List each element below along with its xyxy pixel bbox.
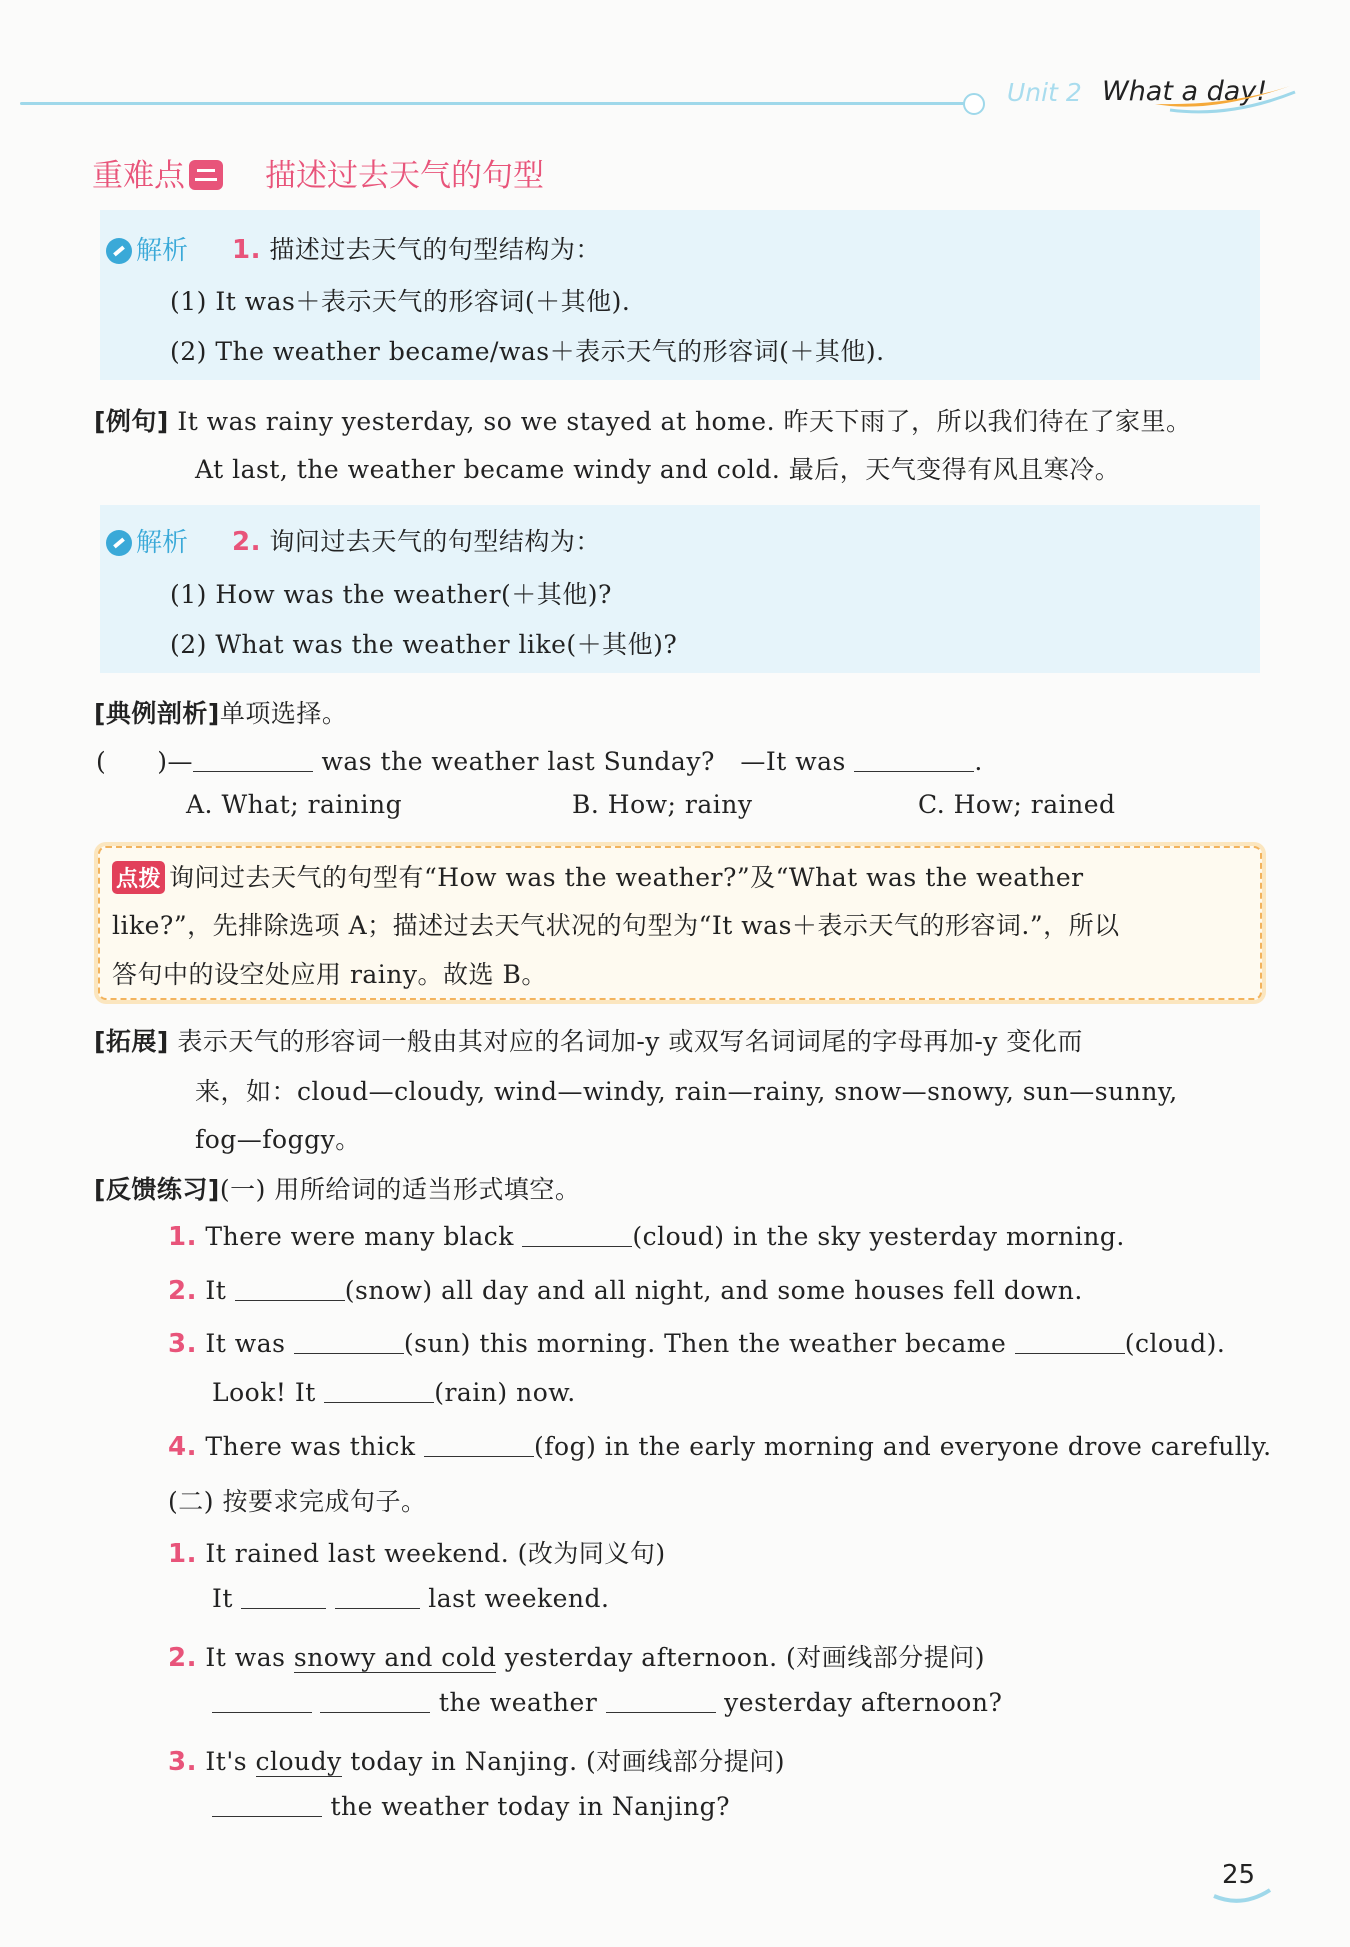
section-label: 重难点: [92, 158, 185, 194]
tip-line: 答句中的设空处应用 rainy。故选 B。: [112, 960, 547, 989]
analysis-line: (2) What was the weather like(＋其他)?: [170, 630, 678, 659]
case-heading: [典例剖析]单项选择。: [94, 699, 348, 728]
extend-line: [拓展] 表示天气的形容词一般由其对应的名词加-y 或双写名词词尾的字母再加-y 变化而: [94, 1027, 1083, 1056]
answer-blank: [324, 1382, 434, 1403]
exercise-item: 3. It was (sun) this morning. Then the weather became (cloud).: [168, 1329, 1226, 1359]
page-number: 25: [1222, 1860, 1256, 1890]
header-rule: [20, 102, 970, 105]
extend-line: 来，如：cloud—cloudy, wind—windy, rain—rainy, snow—snowy, sun—sunny,: [195, 1077, 1178, 1106]
exercise-item: It last weekend.: [212, 1584, 610, 1613]
analysis-icon: [106, 530, 132, 556]
case-option-a: A. What; raining: [186, 790, 403, 819]
tip-line: 点拨 询问过去天气的句型有“How was the weather?”及“What was the weather: [112, 858, 1084, 894]
answer-blank: [294, 1333, 404, 1354]
exercise-item: 3. It's cloudy today in Nanjing. (对画线部分提问): [168, 1747, 785, 1777]
analysis-tag-2: 解析: [106, 522, 188, 559]
case-option-b: B. How; rainy: [572, 790, 753, 819]
exercise-item: Look! It (rain) now.: [212, 1378, 576, 1407]
analysis-line: (2) The weather became/was＋表示天气的形容词(＋其他).: [170, 337, 885, 366]
case-question: ( )— was the weather last Sunday? —It was .: [96, 747, 983, 776]
example-line: [例句] It was rainy yesterday, so we stayed at home. 昨天下雨了，所以我们待在了家里。: [94, 407, 1192, 436]
analysis-icon: [106, 238, 132, 264]
feedback-part2: (二) 按要求完成句子。: [168, 1487, 427, 1516]
answer-blank: [335, 1588, 420, 1609]
answer-blank: [424, 1436, 534, 1457]
exercise-item: 4. There was thick (fog) in the early morning and everyone drove carefully.: [168, 1432, 1272, 1462]
header-title: What a day!: [1102, 76, 1268, 107]
extend-line: fog—foggy。: [195, 1125, 361, 1154]
header-unit: Unit 2: [1007, 78, 1082, 107]
exercise-item: 1. There were many black (cloud) in the sky yesterday morning.: [168, 1222, 1125, 1252]
analysis-heading-2: 2. 询问过去天气的句型结构为：: [232, 527, 601, 557]
answer-blank: [1015, 1333, 1125, 1354]
tip-line: like?”，先排除选项 A；描述过去天气状况的句型为“It was＋表示天气的形容词.”，所以: [112, 911, 1120, 940]
analysis-tag-1: 解析: [106, 230, 188, 267]
tip-badge: 点拨: [112, 861, 165, 894]
answer-blank: [522, 1226, 632, 1247]
answer-blank: [235, 1280, 345, 1301]
answer-blank: [212, 1796, 322, 1817]
analysis-heading-1: 1. 描述过去天气的句型结构为：: [232, 235, 601, 265]
section-title: [92, 150, 544, 195]
answer-blank: [606, 1692, 716, 1713]
answer-blank: [320, 1692, 430, 1713]
exercise-item: the weather today in Nanjing?: [212, 1792, 730, 1821]
header-swoosh-icon: [1150, 84, 1300, 114]
example-line: At last, the weather became windy and cold. 最后，天气变得有风且寒冷。: [195, 455, 1121, 484]
exercise-item: the weather yesterday afternoon?: [212, 1688, 1002, 1717]
exercise-item: 1. It rained last weekend. (改为同义句): [168, 1539, 666, 1569]
section-number-icon: [189, 160, 223, 190]
section-subtitle: 描述过去天气的句型: [265, 158, 544, 194]
feedback-heading: [反馈练习](一) 用所给词的适当形式填空。: [94, 1175, 581, 1204]
exercise-item: 2. It was snowy and cold yesterday afternoon. (对画线部分提问): [168, 1643, 985, 1673]
answer-blank: [212, 1692, 312, 1713]
page-swoosh-icon: [1212, 1888, 1272, 1908]
header-dot-icon: [963, 93, 985, 115]
case-option-c: C. How; rained: [918, 790, 1116, 819]
analysis-line: (1) It was＋表示天气的形容词(＋其他).: [170, 287, 631, 316]
exercise-item: 2. It (snow) all day and all night, and some houses fell down.: [168, 1276, 1083, 1306]
analysis-line: (1) How was the weather(＋其他)?: [170, 580, 612, 609]
answer-blank: [241, 1588, 326, 1609]
